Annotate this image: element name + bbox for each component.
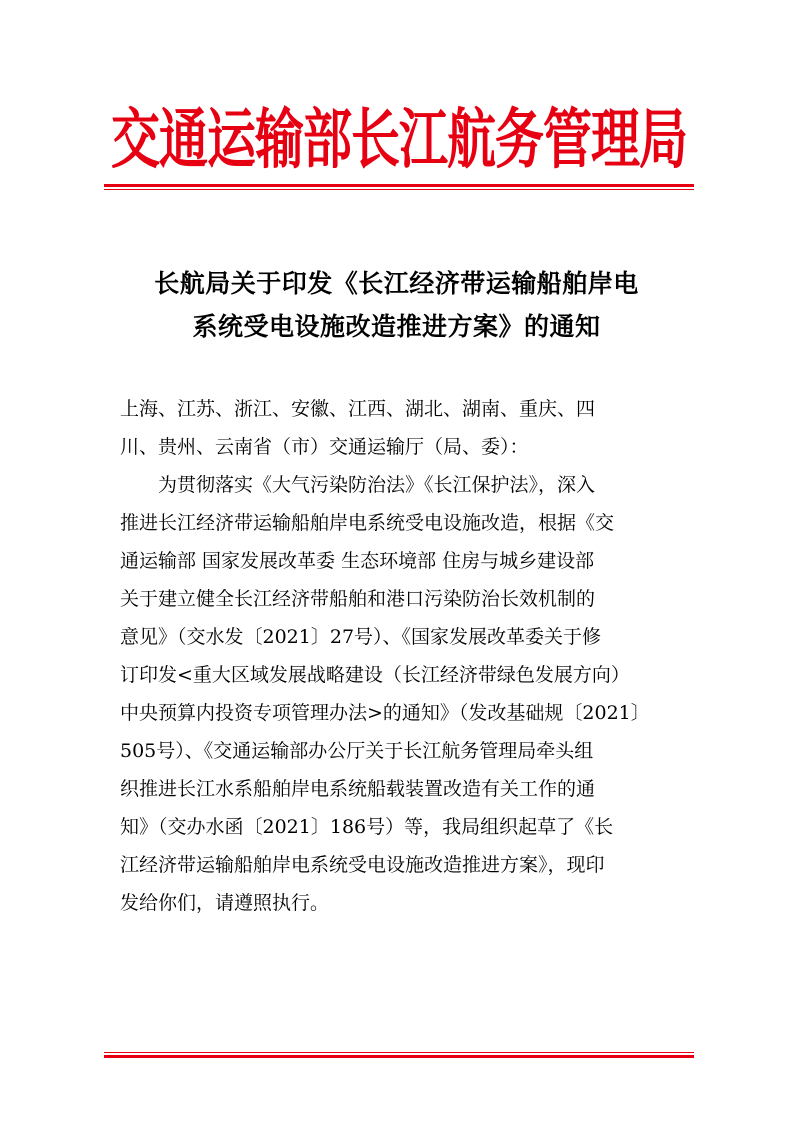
body-line-5: 意见》（交水发〔2021〕27号）、《国家发展改革委关于修 [120, 626, 602, 648]
body-line-3: 通运输部 国家发展改革委 生态环境部 住房与城乡建设部 [120, 550, 595, 572]
footer-rule-thick [104, 1055, 694, 1058]
body-line-11: 江经济带运输船舶岸电系统受电设施改造推进方案》，现印 [120, 854, 605, 876]
body-line-4: 关于建立健全长江经济带船舶和港口污染防治长效机制的 [120, 588, 596, 610]
footer-rule-thin [104, 1052, 694, 1053]
masthead-rule-thick [104, 184, 694, 187]
body-line-12: 发给你们，请遵照执行。 [120, 892, 330, 914]
body-paragraph [120, 466, 680, 922]
document-body [120, 390, 680, 922]
body-line-7: 中央预算内投资专项管理办法>的通知》（发改基础规〔2021〕 [120, 702, 650, 724]
masthead-rule-thin [104, 189, 694, 190]
addressee [120, 390, 680, 466]
body-line-8: 505号）、《交通运输部办公厅关于长江航务管理局牵头组 [120, 740, 594, 762]
document-title [100, 262, 693, 348]
masthead-title: 交通运输部长江航务管理局 [110, 100, 687, 178]
body-line-2: 推进长江经济带运输船舶岸电系统受电设施改造，根据《交 [120, 512, 615, 534]
body-line-6: 订印发<重大区域发展战略建设（长江经济带绿色发展方向） [120, 664, 630, 686]
body-line-10: 知》（交办水函〔2021〕186号）等，我局组织起草了《长 [120, 816, 614, 838]
body-line-9: 织推进长江水系船舶岸电系统船载装置改造有关工作的通 [120, 778, 596, 800]
document-title-line-2: 系统受电设施改造推进方案》的通知 [192, 312, 601, 341]
document-title-line-1: 长航局关于印发《长江经济带运输船舶岸电 [154, 269, 639, 298]
addressee-line-2: 川、贵州、云南省（市）交通运输厅（局、委）： [120, 436, 529, 458]
addressee-line-1: 上海、江苏、浙江、安徽、江西、湖北、湖南、重庆、四 [120, 398, 596, 420]
body-line-1: 为贯彻落实《大气污染防治法》《长江保护法》，深入 [158, 474, 596, 496]
